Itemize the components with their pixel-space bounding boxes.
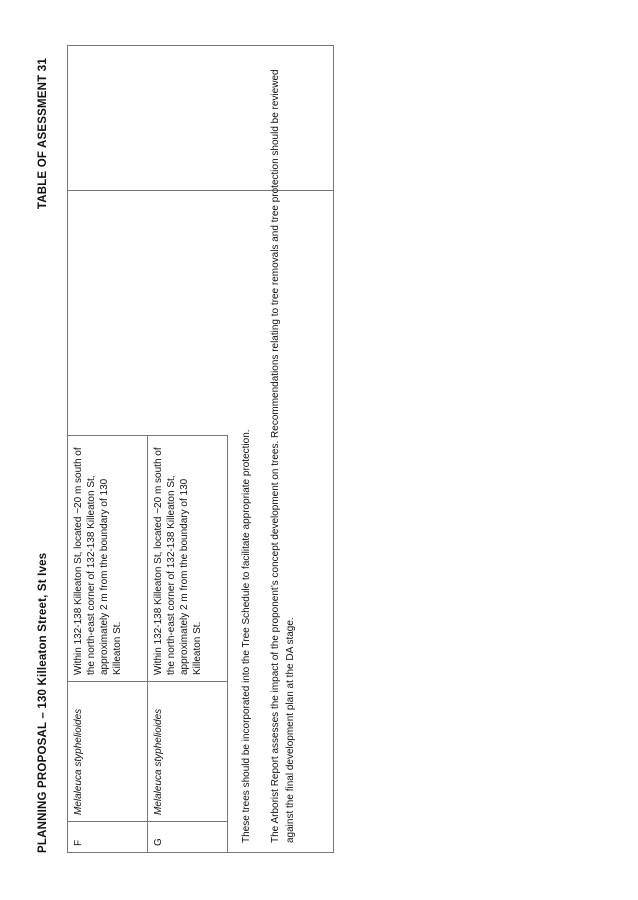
- section-title: TABLE OF ASESSMENT 31: [37, 58, 49, 210]
- tree-id-cell: F: [68, 822, 148, 853]
- table-row: [68, 436, 148, 853]
- tree-id-cell: G: [148, 822, 228, 853]
- tree-species-cell: Melaleuca styphelioides: [148, 682, 228, 822]
- note-paragraph: The Arborist Report assesses the impact of the proponent’s concept development on trees. Recommendations relating to tree removals and tree protection should be reviewed against the final development plan at the DA stage.: [270, 69, 296, 843]
- tree-location-cell: Within 132-138 Killeaton St, located ~20 m south of the north-east corner of 132-138 Killeaton St, approximately 2 m from the boundary of 130 Killeaton St.: [68, 436, 148, 682]
- note-paragraph: These trees should be incorporated into the Tree Schedule to facilitate appropriate protection.: [241, 429, 252, 843]
- tree-species-cell: Melaleuca styphelioides: [68, 682, 148, 822]
- tree-location-cell: Within 132-138 Killeaton St, located ~20 m south of the north-east corner of 132-138 Killeaton St, approximately 2 m from the boundary of 130 Killeaton St.: [148, 436, 228, 682]
- page-title: PLANNING PROPOSAL – 130 Killeaton Street, St Ives: [37, 552, 49, 853]
- table-row: [148, 436, 228, 853]
- tree-table: [67, 435, 228, 853]
